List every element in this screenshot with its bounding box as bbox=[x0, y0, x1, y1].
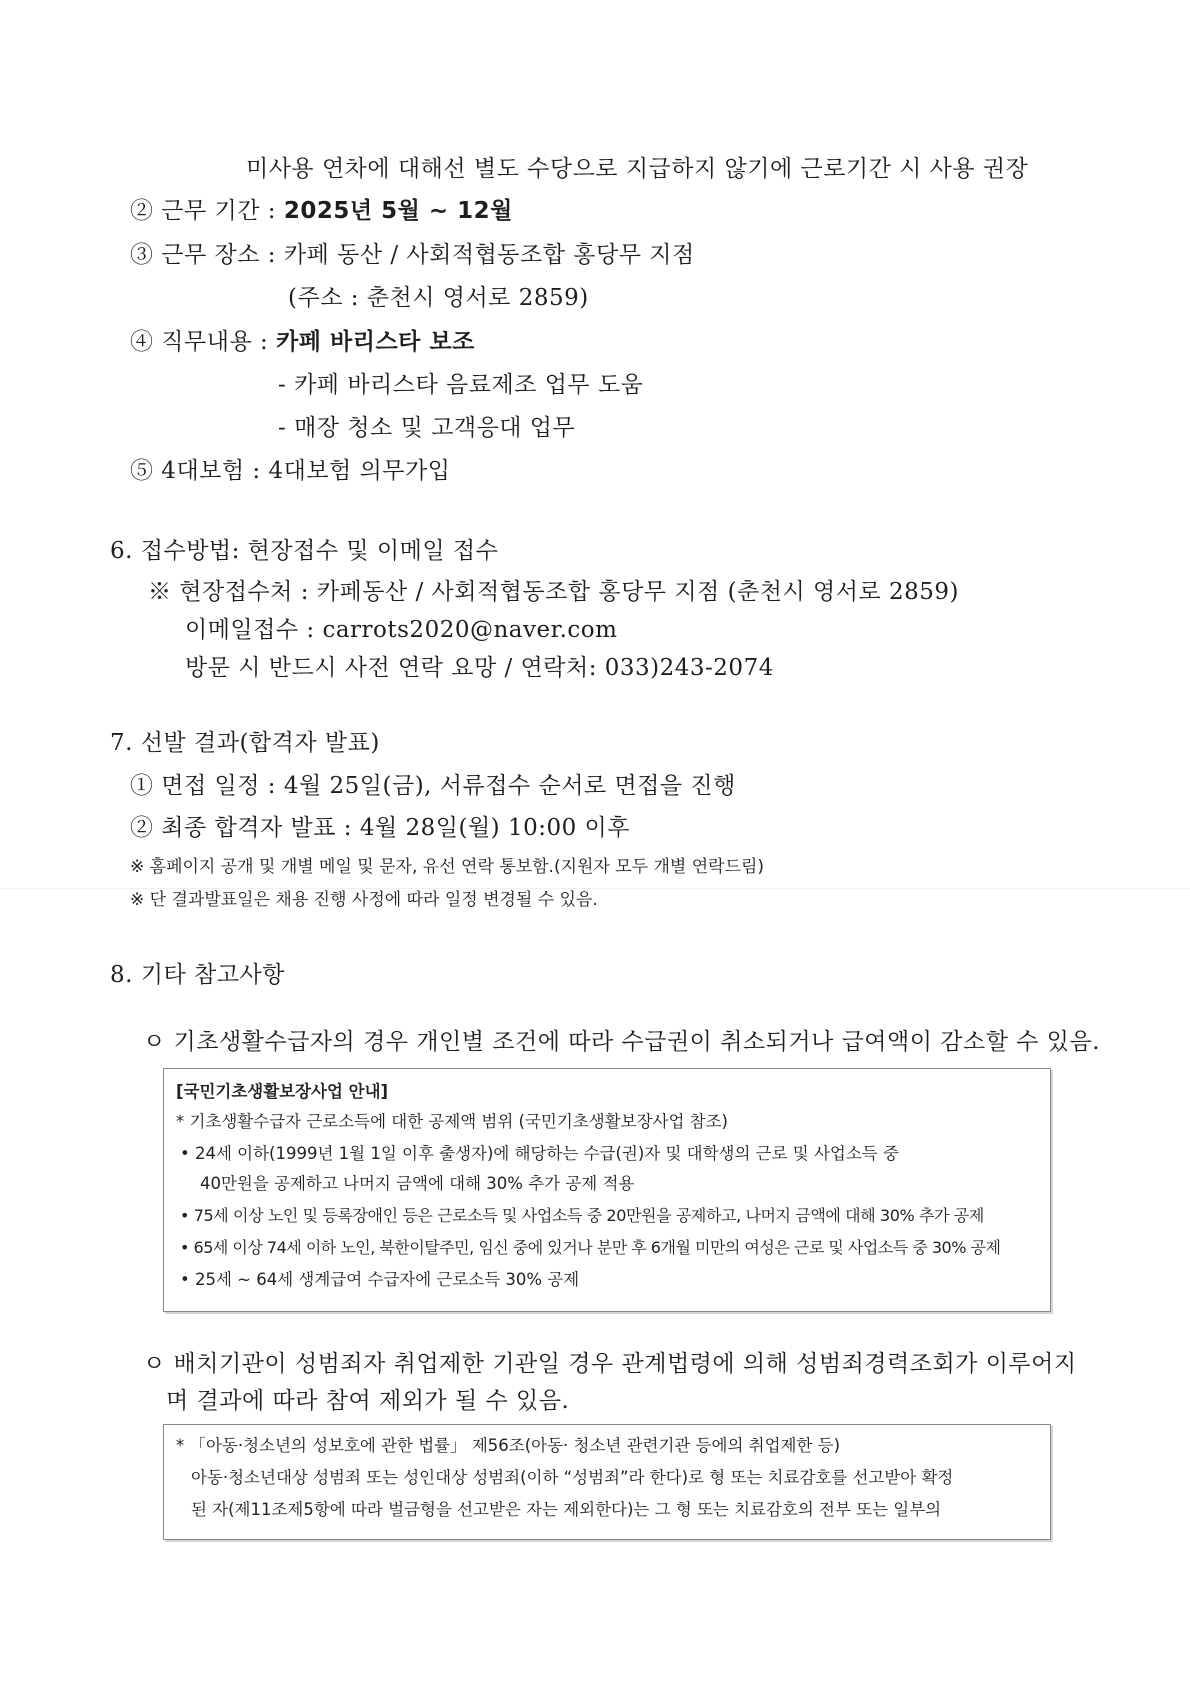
insurance: ⑤ 4대보험 : 4대보험 의무가입 bbox=[130, 458, 451, 484]
job-duties-value: 카페 바리스타 보조 bbox=[276, 329, 475, 355]
job-duty-item: - 카페 바리스타 음료제조 업무 도움 bbox=[278, 372, 644, 398]
info-box-sex-offense bbox=[163, 1424, 1051, 1540]
section-heading: 6. 접수방법: 현장접수 및 이메일 접수 bbox=[110, 538, 499, 564]
info-box-title: [국민기초생활보장사업 안내] bbox=[176, 1082, 389, 1101]
section-heading: 7. 선발 결과(합격자 발표) bbox=[110, 730, 380, 756]
work-period-value: 2025년 5월 ~ 12월 bbox=[283, 198, 513, 224]
info-box-line: * 기초생활수급자 근로소득에 대한 공제액 범위 (국민기초생활보장사업 참조) bbox=[176, 1112, 728, 1131]
reference-bullet: ㅇ 배치기관이 성범죄자 취업제한 기관일 경우 관계법령에 의해 성범죄경력조회가 이루어지 bbox=[143, 1351, 1077, 1377]
job-duty-item: - 매장 청소 및 고객응대 업무 bbox=[278, 415, 576, 441]
job-duties bbox=[130, 327, 475, 357]
info-box-line: • 25세 ~ 64세 생계급여 수급자에 근로소득 30% 공제 bbox=[180, 1270, 580, 1289]
section-heading: 8. 기타 참고사항 bbox=[110, 962, 285, 988]
announcement-note: ※ 홈페이지 공개 및 개별 메일 및 문자, 유선 연락 통보함.(지원자 모두 개별 연락드림) bbox=[130, 857, 765, 877]
reference-bullet-continued: 며 결과에 따라 참여 제외가 될 수 있음. bbox=[166, 1388, 570, 1414]
work-place bbox=[130, 240, 695, 270]
contact-info: 방문 시 반드시 사전 연락 요망 / 연락처: 033)243-2074 bbox=[185, 655, 774, 681]
work-period bbox=[130, 196, 513, 226]
work-period-label: ② 근무 기간 : bbox=[130, 198, 284, 224]
info-box-line: * 「아동·청소년의 성보호에 관한 법률」 제56조(아동· 청소년 관련기관 등에의 취업제한 등) bbox=[176, 1436, 841, 1455]
announcement-note: ※ 단 결과발표일은 채용 진행 사정에 따라 일정 변경될 수 있음. bbox=[130, 890, 598, 910]
info-box-line: 된 자(제11조제5항에 따라 벌금형을 선고받은 자는 제외한다)는 그 형 또는 치료감호의 전부 또는 일부의 bbox=[191, 1500, 942, 1519]
work-place-address: (주소 : 춘천시 영서로 2859) bbox=[288, 285, 589, 311]
info-box-line: 40만원을 공제하고 나머지 금액에 대해 30% 추가 공제 적용 bbox=[200, 1174, 635, 1193]
email-submission: 이메일접수 : carrots2020@naver.com bbox=[185, 617, 618, 643]
info-box-line: • 24세 이하(1999년 1월 1일 이후 출생자)에 해당하는 수급(권)자 및 대학생의 근로 및 사업소득 중 bbox=[180, 1144, 899, 1163]
final-announcement: ② 최종 합격자 발표 : 4월 28일(월) 10:00 이후 bbox=[130, 815, 630, 841]
annual-leave-note: 미사용 연차에 대해선 별도 수당으로 지급하지 않기에 근로기간 시 사용 권장 bbox=[246, 156, 1029, 182]
interview-schedule: ① 면접 일정 : 4월 25일(금), 서류접수 순서로 면접을 진행 bbox=[130, 773, 736, 799]
info-box-line: 아동·청소년대상 성범죄 또는 성인대상 성범죄(이하 “성범죄”라 한다)로 형 또는 치료감호를 선고받아 확정 bbox=[191, 1468, 954, 1487]
reference-bullet: ㅇ 기초생활수급자의 경우 개인별 조건에 따라 수급권이 취소되거나 급여액이 감소할 수 있음. bbox=[143, 1029, 1101, 1055]
work-place-value: 카페 동산 / 사회적협동조합 홍당무 지점 bbox=[283, 242, 695, 268]
info-box-basic-livelihood bbox=[163, 1068, 1051, 1312]
info-box-line: • 75세 이상 노인 및 등록장애인 등은 근로소득 및 사업소득 중 20만원을 공제하고, 나머지 금액에 대해 30% 추가 공제 bbox=[180, 1206, 984, 1225]
job-duties-label: ④ 직무내용 : bbox=[130, 329, 277, 355]
info-box-line: • 65세 이상 74세 이하 노인, 북한이탈주민, 임신 중에 있거나 분만 후 6개월 미만의 여성은 근로 및 사업소득 중 30% 공제 bbox=[180, 1238, 1001, 1257]
scan-seam bbox=[0, 888, 1190, 889]
work-place-label: ③ 근무 장소 : bbox=[130, 242, 284, 268]
onsite-location: ※ 현장접수처 : 카페동산 / 사회적협동조합 홍당무 지점 (춘천시 영서로 2859) bbox=[148, 579, 959, 605]
